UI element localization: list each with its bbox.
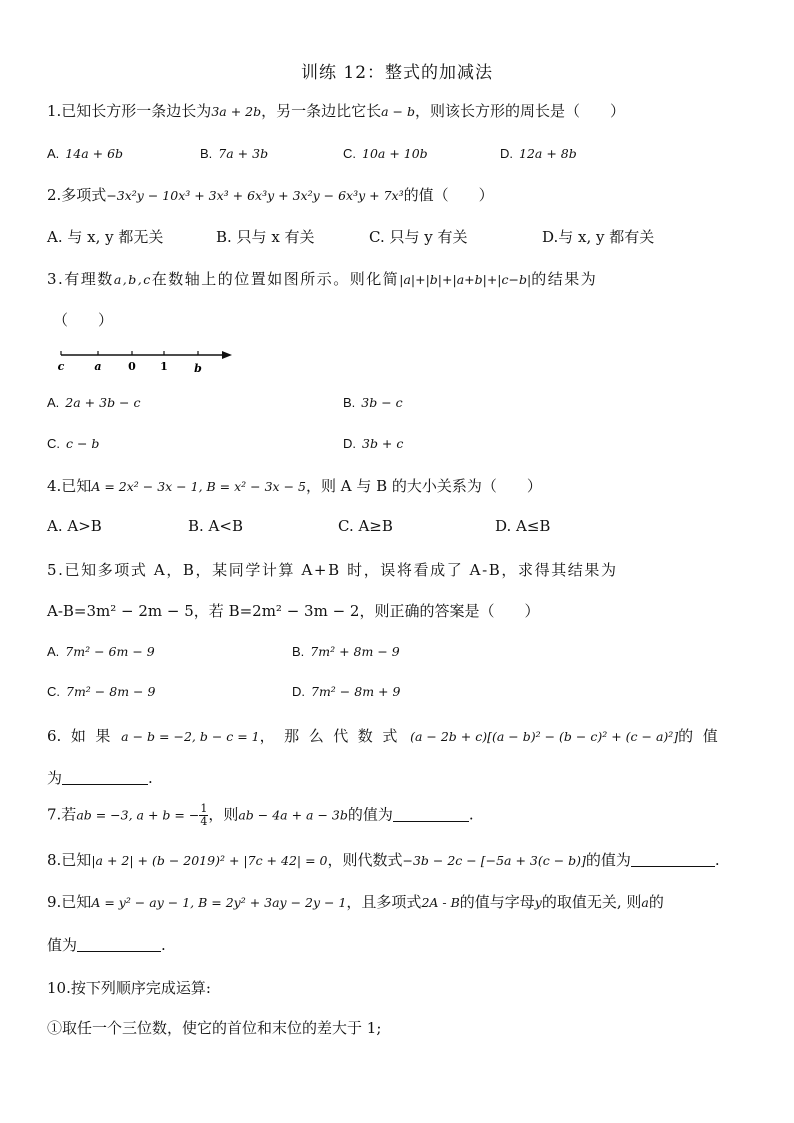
axis-label-c: c <box>58 360 65 373</box>
q4-expr: A = 2x² − 3x − 1, B = x² − 3x − 5 <box>91 479 306 494</box>
q2-option-d[interactable]: D.与 x, y 都有关 <box>542 228 655 246</box>
q4-stem-a: 4.已知 <box>47 477 92 495</box>
number-line-arrow <box>222 351 232 359</box>
q7-expr-1: ab = −3, a + b = − <box>76 807 200 823</box>
q9-stem-b: ，且多项式 <box>346 893 422 911</box>
q3-option-b[interactable]: B. 3b − c <box>343 395 403 410</box>
q3-stem-c: 的结果为 <box>531 270 598 288</box>
q6-line-2 <box>47 767 153 788</box>
axis-label-b: b <box>194 362 202 375</box>
q10-line-2: ①取任一个三位数，使它的首位和末位的差大于 1; <box>47 1019 382 1037</box>
q4-stem-b: ，则 A 与 B 的大小关系为（ ） <box>305 477 542 495</box>
q9-stem-c: 的值与字母 <box>459 893 535 911</box>
q1-stem-c: ，则该长方形的周长是（ ） <box>415 102 626 120</box>
q3-option-d[interactable]: D. 3b + c <box>343 436 404 451</box>
q6-answer-blank[interactable] <box>62 770 148 785</box>
question-8 <box>47 849 720 870</box>
q2-option-b[interactable]: B. 只与 x 有关 <box>216 228 315 246</box>
q10-line-1: 10.按下列顺序完成运算: <box>47 979 211 997</box>
q6-expr-1: a − b = −2, b − c = 1 <box>121 729 260 744</box>
q6-tail: 的 值 <box>678 727 718 745</box>
q9-stem-d: 的取值无关, 则 <box>541 893 642 911</box>
q3-paren: （ ） <box>53 311 114 329</box>
q6-end: . <box>148 769 153 787</box>
question-9 <box>47 891 664 912</box>
q8-answer-blank[interactable] <box>631 852 715 867</box>
q3-expr: |a|+|b|+|a+b|+|c−b| <box>399 272 532 287</box>
q7-expr-2: ab − 4a + a − 3b <box>238 807 348 823</box>
q2-option-a[interactable]: A. 与 x, y 都无关 <box>47 228 164 246</box>
q7-end: . <box>468 805 474 824</box>
q5-line-1: 5.已知多项式 A，B，某同学计算 A+B 时，误将看成了 A-B，求得其结果为 <box>47 561 618 579</box>
question-2 <box>47 184 494 205</box>
q8-end: . <box>714 851 720 869</box>
q4-option-a[interactable]: A. A>B <box>47 517 102 535</box>
q8-stem-a: 8.已知 <box>47 851 92 869</box>
q7-stem-c: 的值为 <box>347 805 393 824</box>
q3-stem-b: 在数轴上的位置如图所示。则化简 <box>151 270 400 288</box>
q2-stem-b: 的值（ ） <box>403 186 494 204</box>
q5-b-value: ，若 B=2m² − 3m − 2 <box>193 602 360 620</box>
q9-expr-2: 2A - B <box>421 895 460 910</box>
q5-stem-end: ，则正确的答案是（ ） <box>359 602 540 620</box>
q1-stem-b: ，另一条边比它长 <box>261 102 382 120</box>
q6-lead: 6. 如 果 <box>47 727 111 745</box>
q9-answer-blank[interactable] <box>77 937 161 952</box>
q8-stem-c: 的值为 <box>585 851 631 869</box>
q7-stem-a: 7.若 <box>47 805 77 824</box>
question-3 <box>47 268 597 289</box>
q9-stem-e: 的 <box>648 893 664 911</box>
question-6 <box>47 725 718 746</box>
q5-result: A-B=3m² − 2m − 5 <box>47 602 194 620</box>
axis-label-a: a <box>94 360 102 373</box>
q6-wei: 为 <box>47 769 63 787</box>
q3-stem-a: 3.有理数 <box>47 270 114 288</box>
q9-expr-1: A = y² − ay − 1, B = 2y² + 3ay − 2y − 1 <box>91 895 347 910</box>
q8-expr-2: −3b − 2c − [−5a + 3(c − b)] <box>402 853 586 868</box>
question-4 <box>47 475 542 496</box>
axis-label-1: 1 <box>160 360 168 373</box>
q2-expr: −3x²y − 10x³ + 3x³ + 6x³y + 3x²y − 6x³y + 7x³ <box>106 188 404 203</box>
q4-option-b[interactable]: B. A<B <box>188 517 243 535</box>
q7-stem-b: ，则 <box>208 805 239 824</box>
q1-stem-a: 1.已知长方形一条边长为 <box>47 102 212 120</box>
q2-option-c[interactable]: C. 只与 y 有关 <box>369 228 468 246</box>
q1-expr-1: 3a + 2b <box>211 104 262 119</box>
q5-option-a[interactable]: A. 7m² − 6m − 9 <box>47 644 155 659</box>
q6-expr-2: (a − 2b + c)[(a − b)² − (b − c)² + (c − a)²] <box>410 729 679 744</box>
q9-var-a: a <box>641 895 649 910</box>
axis-label-0: 0 <box>128 360 136 373</box>
number-line-figure <box>58 346 238 376</box>
q1-option-a[interactable]: A. 14a + 6b <box>47 146 124 161</box>
q4-option-d[interactable]: D. A≤B <box>495 517 551 535</box>
q1-option-d[interactable]: D. 12a + 8b <box>500 146 577 161</box>
q3-option-c[interactable]: C. c − b <box>47 436 100 451</box>
q2-stem-a: 2.多项式 <box>47 186 107 204</box>
q9-stem-a: 9.已知 <box>47 893 92 911</box>
q7-frac-den: 4 <box>200 815 208 828</box>
q5-option-b[interactable]: B. 7m² + 8m − 9 <box>292 644 400 659</box>
q8-expr-1: |a + 2| + (b − 2019)² + |7c + 42| = 0 <box>91 853 328 868</box>
q3-option-a[interactable]: A. 2a + 3b − c <box>47 395 141 410</box>
q5-option-d[interactable]: D. 7m² − 8m + 9 <box>292 684 401 699</box>
q9-zhiwei: 值为 <box>47 936 78 954</box>
q1-option-b[interactable]: B. 7a + 3b <box>200 146 269 161</box>
q9-line-2 <box>47 934 166 955</box>
q9-end: . <box>161 936 166 954</box>
page-title: 训练 12：整式的加减法 <box>300 63 494 83</box>
q3-vars: a,b,c <box>113 272 152 287</box>
q9-var-y: y <box>534 895 542 910</box>
q5-line-2 <box>47 600 539 621</box>
q8-stem-b: ，则代数式 <box>327 851 403 869</box>
q6-mid: ， 那 么 代 数 式 <box>259 727 398 745</box>
q7-frac-num: 1 <box>200 802 208 815</box>
q5-option-c[interactable]: C. 7m² − 8m − 9 <box>47 684 156 699</box>
q1-expr-2: a − b <box>381 104 415 119</box>
q7-answer-blank[interactable] <box>393 807 469 822</box>
q7-fraction <box>199 803 208 828</box>
question-1 <box>47 100 625 121</box>
q4-option-c[interactable]: C. A≥B <box>338 517 393 535</box>
question-7 <box>47 803 474 828</box>
q1-option-c[interactable]: C. 10a + 10b <box>343 146 428 161</box>
